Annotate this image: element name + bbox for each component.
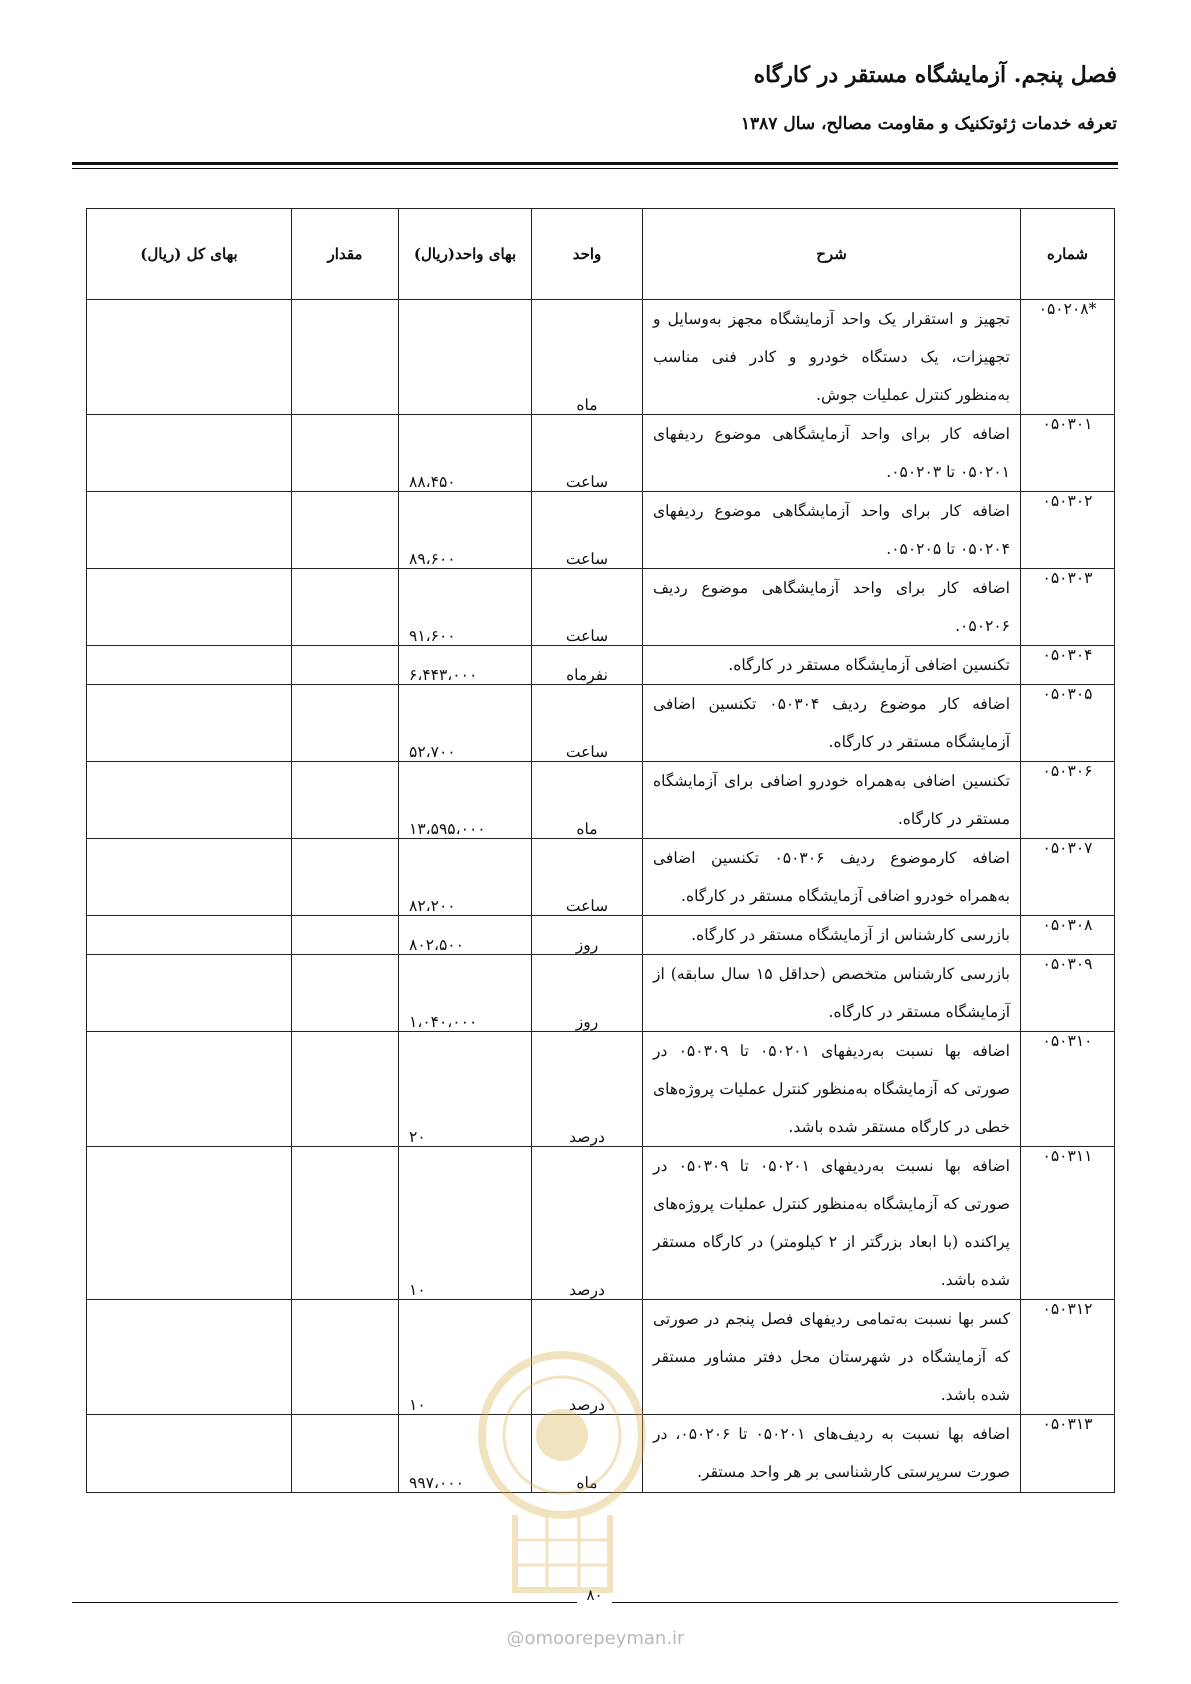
- row-unit-price: ۸۹،۶۰۰: [399, 492, 532, 569]
- row-total-price: [87, 1300, 292, 1415]
- row-unit: ساعت: [532, 839, 643, 916]
- watermark-text: @omoorepeyman.ir: [506, 1628, 685, 1649]
- col-header-description: شرح: [643, 209, 1021, 300]
- row-unit: ماه: [532, 300, 643, 415]
- tariff-table: [86, 208, 1115, 1493]
- table-row: [87, 492, 1115, 569]
- row-total-price: [87, 646, 292, 685]
- row-unit: درصد: [532, 1147, 643, 1300]
- row-quantity: [292, 1415, 399, 1493]
- table-row: [87, 762, 1115, 839]
- table-row: [87, 839, 1115, 916]
- row-description: اضافه بها نسبت به‌ردیفهای ۰۵۰۲۰۱ تا ۰۵۰۳۰۹ در صورتی که آزمایشگاه به‌منظور کنترل عملیات پروژه‌های پراکنده (با ابعاد بزرگتر از ۲ کیلومتر) در کارگاه مستقر شده باشد.: [643, 1147, 1021, 1300]
- row-description: تکنسین اضافی به‌همراه خودرو اضافی برای آزمایشگاه مستقر در کارگاه.: [643, 762, 1021, 839]
- row-unit-price: ۱۳،۵۹۵،۰۰۰: [399, 762, 532, 839]
- table-row: [87, 1147, 1115, 1300]
- row-unit: نفرماه: [532, 646, 643, 685]
- row-number: ۰۵۰۳۰۸: [1021, 916, 1115, 955]
- row-quantity: [292, 415, 399, 492]
- row-unit-price: ۱۰: [399, 1147, 532, 1300]
- row-total-price: [87, 415, 292, 492]
- row-unit: ماه: [532, 1415, 643, 1493]
- row-quantity: [292, 839, 399, 916]
- row-total-price: [87, 492, 292, 569]
- row-unit: درصد: [532, 1300, 643, 1415]
- row-quantity: [292, 762, 399, 839]
- row-quantity: [292, 1147, 399, 1300]
- row-unit-price: ۹۹۷،۰۰۰: [399, 1415, 532, 1493]
- row-total-price: [87, 300, 292, 415]
- row-number: ۰۵۰۳۰۶: [1021, 762, 1115, 839]
- row-total-price: [87, 839, 292, 916]
- row-quantity: [292, 916, 399, 955]
- row-unit: درصد: [532, 1032, 643, 1147]
- table-row: [87, 916, 1115, 955]
- row-number: ۰۵۰۳۰۵: [1021, 685, 1115, 762]
- footer-rule-right: [612, 1602, 1118, 1603]
- document-subtitle: تعرفه خدمات ژئوتکنیک و مقاومت مصالح، سال ۱۳۸۷: [740, 114, 1117, 134]
- row-description: بازرسی کارشناس متخصص (حداقل ۱۵ سال سابقه) از آزمایشگاه مستقر در کارگاه.: [643, 955, 1021, 1032]
- row-description: اضافه کار برای واحد آزمایشگاهی موضوع ردیفهای ۰۵۰۲۰۱ تا ۰۵۰۲۰۳.: [643, 415, 1021, 492]
- row-number: ۰۵۰۳۱۲: [1021, 1300, 1115, 1415]
- row-total-price: [87, 685, 292, 762]
- row-number: ۰۵۰۳۱۳: [1021, 1415, 1115, 1493]
- watermark-seal-icon: [475, 1340, 650, 1600]
- row-unit-price: ۱۰: [399, 1300, 532, 1415]
- row-total-price: [87, 916, 292, 955]
- row-number: *۰۵۰۲۰۸: [1021, 300, 1115, 415]
- row-description: اضافه کار موضوع ردیف ۰۵۰۳۰۴ تکنسین اضافی آزمایشگاه مستقر در کارگاه.: [643, 685, 1021, 762]
- row-number: ۰۵۰۳۰۳: [1021, 569, 1115, 646]
- row-quantity: [292, 685, 399, 762]
- page-number: ۸۰: [586, 1586, 603, 1604]
- row-quantity: [292, 1032, 399, 1147]
- table-row: [87, 1032, 1115, 1147]
- table-row: [87, 646, 1115, 685]
- row-unit: ساعت: [532, 685, 643, 762]
- table-header-row: [87, 209, 1115, 300]
- row-total-price: [87, 955, 292, 1032]
- col-header-unit-price: بهای واحد(ریال): [399, 209, 532, 300]
- row-number: ۰۵۰۳۰۴: [1021, 646, 1115, 685]
- col-header-number: شماره: [1021, 209, 1115, 300]
- row-unit: ساعت: [532, 415, 643, 492]
- row-quantity: [292, 300, 399, 415]
- table-row: [87, 569, 1115, 646]
- row-description: بازرسی کارشناس از آزمایشگاه مستقر در کارگاه.: [643, 916, 1021, 955]
- row-unit-price: ۸۸،۴۵۰: [399, 415, 532, 492]
- col-header-quantity: مقدار: [292, 209, 399, 300]
- row-unit-price: ۹۱،۶۰۰: [399, 569, 532, 646]
- row-description: اضافه کارموضوع ردیف ۰۵۰۳۰۶ تکنسین اضافی به‌همراه خودرو اضافی آزمایشگاه مستقر در کارگاه.: [643, 839, 1021, 916]
- row-unit: ماه: [532, 762, 643, 839]
- row-number: ۰۵۰۳۰۲: [1021, 492, 1115, 569]
- row-number: ۰۵۰۳۰۹: [1021, 955, 1115, 1032]
- row-unit-price: ۲۰: [399, 1032, 532, 1147]
- row-description: تکنسین اضافی آزمایشگاه مستقر در کارگاه.: [643, 646, 1021, 685]
- table-row: [87, 955, 1115, 1032]
- row-total-price: [87, 1415, 292, 1493]
- header-rule-thick: [72, 162, 1118, 165]
- row-unit-price: ۸۲،۲۰۰: [399, 839, 532, 916]
- row-description: تجهیز و استقرار یک واحد آزمایشگاه مجهز به‌وسایل و تجهیزات، یک دستگاه خودرو و کادر فنی مناسب به‌منظور کنترل عملیات جوش.: [643, 300, 1021, 415]
- row-description: اضافه بها نسبت به‌ردیفهای ۰۵۰۲۰۱ تا ۰۵۰۳۰۹ در صورتی که آزمایشگاه به‌منظور کنترل عملیات پروژه‌های خطی در کارگاه مستقر شده باشد.: [643, 1032, 1021, 1147]
- row-total-price: [87, 1147, 292, 1300]
- table-row: [87, 415, 1115, 492]
- row-total-price: [87, 1032, 292, 1147]
- header-rule-thin: [72, 168, 1118, 169]
- row-description: اضافه کار برای واحد آزمایشگاهی موضوع ردیفهای ۰۵۰۲۰۴ تا ۰۵۰۲۰۵.: [643, 492, 1021, 569]
- row-unit: ساعت: [532, 569, 643, 646]
- row-unit-price: ۶،۴۴۳،۰۰۰: [399, 646, 532, 685]
- table-row: [87, 685, 1115, 762]
- col-header-unit: واحد: [532, 209, 643, 300]
- row-quantity: [292, 646, 399, 685]
- footer-rule-left: [72, 1602, 577, 1603]
- chapter-title: فصل پنجم. آزمایشگاه مستقر در کارگاه: [753, 62, 1117, 88]
- row-number: ۰۵۰۳۱۰: [1021, 1032, 1115, 1147]
- row-quantity: [292, 492, 399, 569]
- row-number: ۰۵۰۳۰۷: [1021, 839, 1115, 916]
- row-total-price: [87, 762, 292, 839]
- row-total-price: [87, 569, 292, 646]
- row-unit-price: ۸۰۲،۵۰۰: [399, 916, 532, 955]
- table-row: [87, 300, 1115, 415]
- row-unit: روز: [532, 916, 643, 955]
- row-unit: روز: [532, 955, 643, 1032]
- row-unit-price: ۱،۰۴۰،۰۰۰: [399, 955, 532, 1032]
- row-quantity: [292, 569, 399, 646]
- row-unit: ساعت: [532, 492, 643, 569]
- row-quantity: [292, 955, 399, 1032]
- col-header-total-price: بهای کل (ریال): [87, 209, 292, 300]
- row-quantity: [292, 1300, 399, 1415]
- row-description: اضافه بها نسبت به ردیف‌های ۰۵۰۲۰۱ تا ۰۵۰۲۰۶، در صورت سرپرستی کارشناسی بر هر واحد مستقر.: [643, 1415, 1021, 1493]
- row-description: کسر بها نسبت به‌تمامی ردیفهای فصل پنجم در صورتی که آزمایشگاه در شهرستان محل دفتر مشاور مستقر شده باشد.: [643, 1300, 1021, 1415]
- row-unit-price: ۵۲،۷۰۰: [399, 685, 532, 762]
- row-unit-price: [399, 300, 532, 415]
- row-number: ۰۵۰۳۱۱: [1021, 1147, 1115, 1300]
- row-number: ۰۵۰۳۰۱: [1021, 415, 1115, 492]
- row-description: اضافه کار برای واحد آزمایشگاهی موضوع ردیف ۰۵۰۲۰۶.: [643, 569, 1021, 646]
